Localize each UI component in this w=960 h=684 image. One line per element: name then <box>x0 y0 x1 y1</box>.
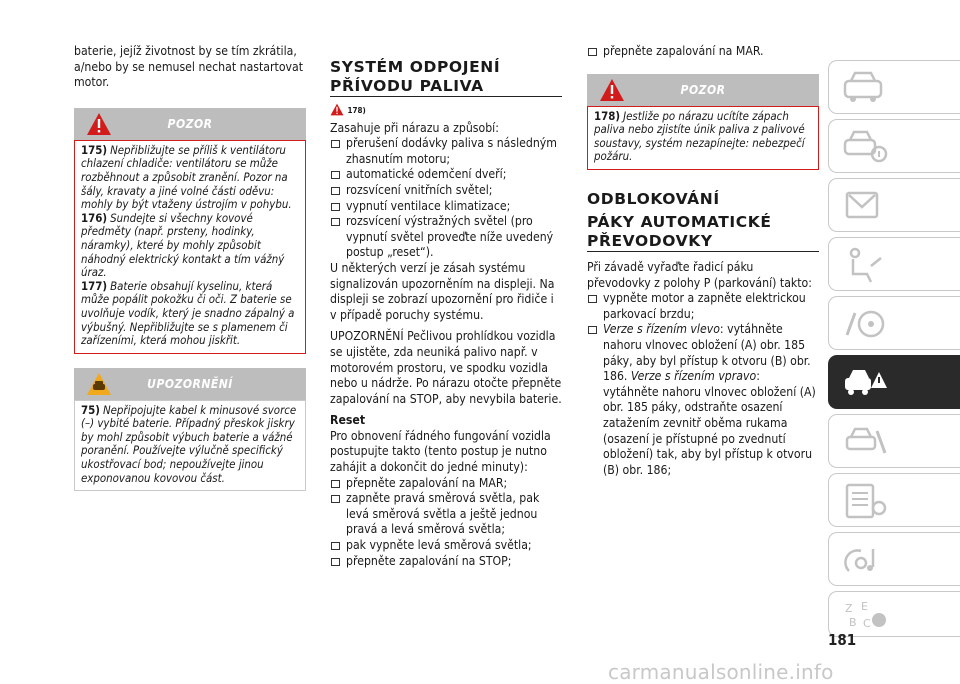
checkbox-bullet-icon <box>588 48 597 56</box>
warning-triangle-icon <box>86 112 112 148</box>
warning-box <box>74 140 306 354</box>
checkbox-bullet-icon <box>331 187 340 195</box>
pozor-label: POZOR <box>167 116 213 131</box>
svg-text:B: B <box>849 616 857 629</box>
footer-watermark: carmanualsonline.info <box>608 660 834 684</box>
intro-text: Při závadě vyřaďte řadicí páku převodovky z polohy P (parkování) takto: <box>587 259 812 290</box>
tab-car-info[interactable] <box>828 119 960 173</box>
tab-keys[interactable] <box>828 178 960 232</box>
column-middle <box>330 44 562 569</box>
list-item: automatické odemčení dveří; <box>330 167 562 183</box>
tab-driving[interactable] <box>828 296 960 350</box>
section-heading: ODBLOKOVÁNÍ <box>587 189 720 208</box>
list-item: vypněte motor a zapněte elektrickou parkovací brzdu; <box>587 291 819 322</box>
warning-item: 177) Baterie obsahují kyselinu, která může popálit pokožku či oči. Z baterie se uvolňuje vodík, který je snadno zápalný a výbušný. Nepřibližujte se s plamenem či zařízeními, která mohou jiskřit. <box>81 278 295 348</box>
wrench-steering-icon <box>841 305 889 343</box>
page-number: 181 <box>828 631 857 649</box>
pozor-header <box>74 108 306 140</box>
upozorneni-label: UPOZORNĚNÍ <box>147 376 233 391</box>
seat-person-icon <box>841 246 889 284</box>
list-item: přepněte zapalování na MAR. <box>587 44 819 60</box>
index-letters-icon <box>841 600 889 630</box>
car-dashboard-icon <box>841 69 889 107</box>
key-letter-icon <box>841 187 889 225</box>
paragraph: UPOZORNĚNÍ Pečlivou prohlídkou vozidla se ujistěte, zda neuniká palivo např. v motorovém prostoru, ve spodku vozidla nebo u nádrže. Po nárazu otočte přepněte zapalování na STOP, aby nevybila baterie. <box>330 329 562 406</box>
warning-ref: 178) <box>330 103 562 121</box>
tab-dashboard[interactable] <box>828 60 960 114</box>
section-heading: PÁKY AUTOMATICKÉ <box>587 212 772 231</box>
list-item: přepněte zapalování na STOP; <box>330 554 562 570</box>
subsection-title: Reset <box>330 413 366 428</box>
tab-emergency[interactable] <box>828 355 960 409</box>
tab-seats[interactable] <box>828 237 960 291</box>
section-heading: PŘEVODOVKY <box>587 232 819 252</box>
list-item: rozsvícení výstražných světel (pro vypnutí světel proveďte níže uvedený postup „reset“). <box>330 214 562 261</box>
list-item: zapněte pravá směrová světla, pak levá směrová světla a ještě jednou pravá a levá směrová světla; <box>330 491 562 538</box>
pozor-header <box>587 74 819 106</box>
checkbox-bullet-icon <box>331 203 340 211</box>
car-service-icon <box>841 423 889 461</box>
crash-warning-icon <box>841 364 889 402</box>
list-item: vypnutí ventilace klimatizace; <box>330 199 562 215</box>
intro-text: baterie, jejíž životnost by se tím zkrátila, a/nebo by se nemusel nechat nastartovat motor. <box>74 44 304 90</box>
paragraph: U některých verzí je zásah systému signalizován upozorněním na displeji. Na displeji se zobrazí upozornění pro řidiče i v případě poruchy systému. <box>330 260 555 322</box>
car-notice-icon <box>86 372 112 408</box>
column-right <box>587 44 819 478</box>
list-item: rozsvícení vnitřních světel; <box>330 183 562 199</box>
warning-box <box>587 106 819 170</box>
warning-triangle-icon <box>330 103 344 116</box>
list-item: pak vypněte levá směrová světla; <box>330 538 562 554</box>
list-item: Verze s řízením vlevo: vytáhněte nahoru vlnovec obložení (A) obr. 185 páky, aby byl přístup k otvoru (B) obr. 186. Verze s řízením vpravo: vytáhněte nahoru vlnovec obložení (A) obr. 185 páky, odstraňte osazení zatažením zevnitř oběma rukama (osazení je přístupné po zvednutí obložení) tak, aby byl přístup k otvoru (B) obr. 186; <box>587 322 819 478</box>
warning-item: 176) Sundejte si všechny kovové předměty (např. prsteny, hodinky, náramky), které by mohly způsobit náhodný elektrický kontakt a tím vážný úraz. <box>81 210 285 280</box>
svg-text:E: E <box>861 600 868 613</box>
tab-service[interactable] <box>828 414 960 468</box>
list-item: přepněte zapalování na MAR; <box>330 476 562 492</box>
car-info-icon <box>841 128 889 166</box>
checkbox-bullet-icon <box>331 218 340 226</box>
pozor-label: POZOR <box>680 82 726 97</box>
notice-item: 75) Nepřipojujte kabel k minusové svorce (–) vybité baterie. Případný přeskok jiskry by mohl způsobit výbuch baterie a vážné poranění. Používejte výlučně specifický ukostřovací bod; nepoužívejte jinou exponovanou kovovou část. <box>81 402 297 485</box>
svg-text:Z: Z <box>845 602 853 615</box>
warning-item: 175) Nepřibližujte se příliš k ventilátoru chlazení chladiče: ventilátoru se může rozběhnout a způsobit zranění. Pozor na šály, kravaty a jiné volné části oděvu: mohly by být vtaženy ústrojím v pohybu. <box>81 142 292 212</box>
checkbox-bullet-icon <box>331 558 340 566</box>
svg-text:C: C <box>863 617 871 630</box>
tab-multimedia[interactable] <box>828 532 960 586</box>
specs-document-icon <box>841 482 889 520</box>
checkbox-bullet-icon <box>331 542 340 550</box>
checkbox-bullet-icon <box>331 480 340 488</box>
section-heading: SYSTÉM ODPOJENÍ <box>330 58 501 76</box>
multimedia-icon <box>841 541 889 579</box>
paragraph: Pro obnovení řádného fungování vozidla postupujte takto (tento postup je nutno zahájit a dokončit do jedné minuty): <box>330 428 551 475</box>
column-left <box>74 44 306 491</box>
checkbox-bullet-icon <box>331 171 340 179</box>
tab-specs[interactable] <box>828 473 960 527</box>
notice-box <box>74 400 306 492</box>
warning-triangle-icon <box>599 78 625 114</box>
warning-item: 178) Jestliže po nárazu ucítíte zápach paliva nebo zjistíte únik paliva z palivové soustavy, systém nezapínejte: nebezpečí požáru. <box>594 108 805 164</box>
list-item: přerušení dodávky paliva s následným zhasnutím motoru; <box>330 136 562 167</box>
checkbox-bullet-icon <box>588 326 597 334</box>
section-heading: PŘÍVODU PALIVA <box>330 77 562 97</box>
intro-text: Zasahuje při nárazu a způsobí: <box>330 120 499 135</box>
checkbox-bullet-icon <box>331 495 340 503</box>
checkbox-bullet-icon <box>588 295 597 303</box>
upozorneni-header <box>74 368 306 400</box>
checkbox-bullet-icon <box>331 140 340 148</box>
